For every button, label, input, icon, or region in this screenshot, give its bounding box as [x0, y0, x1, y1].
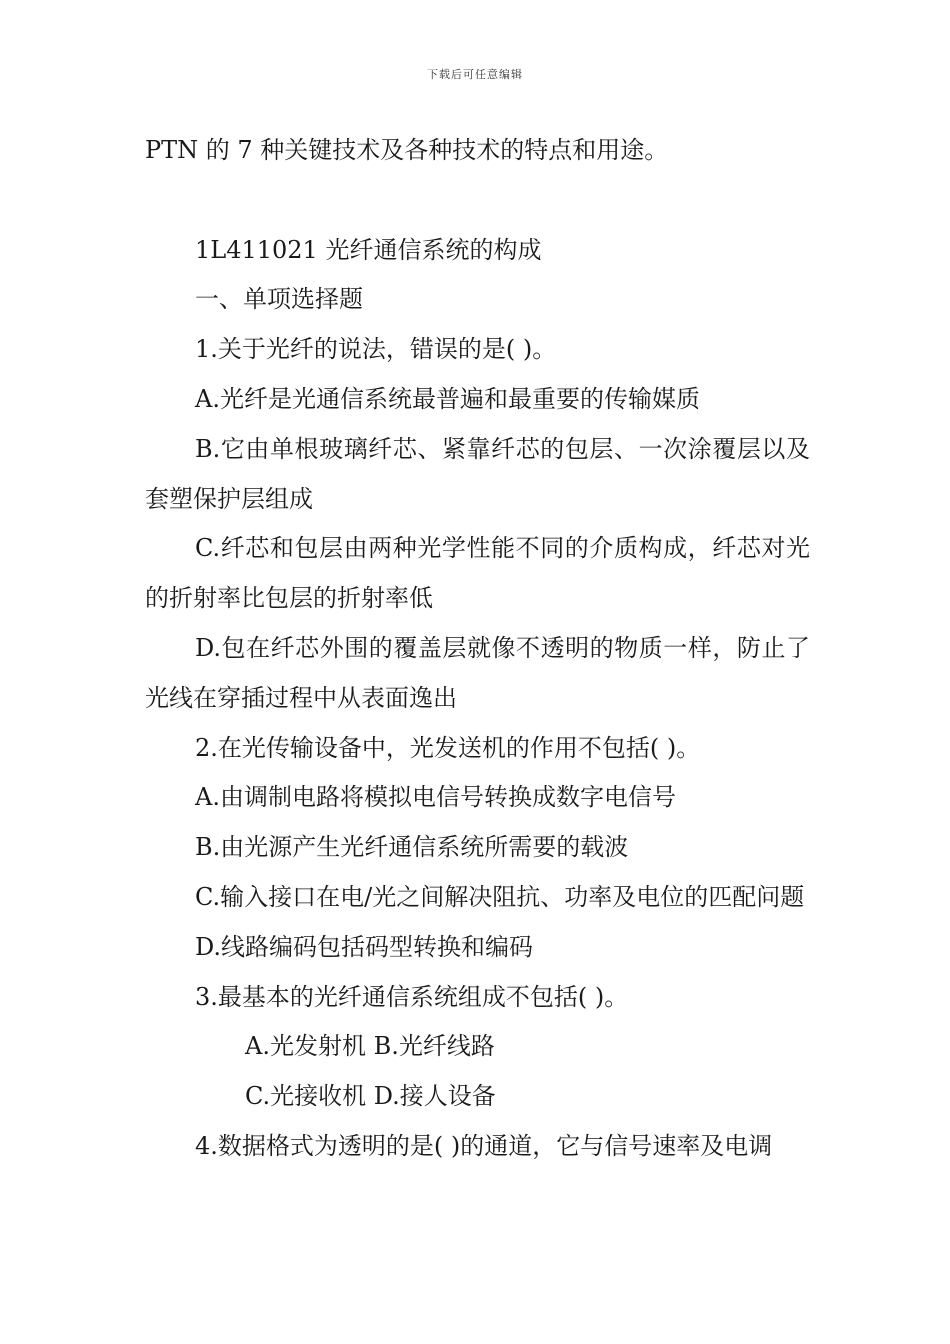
question-2-option-b: B.由光源产生光纤通信系统所需要的载波	[195, 833, 629, 862]
blank-line	[145, 176, 810, 226]
question-4-stem: 4.数据格式为透明的是( )的通道，它与信号速率及电调	[195, 1131, 773, 1160]
question-1-option-b: B.它由单根玻璃纤芯、紧靠纤芯的包层、一次涂覆层以及套塑保护层组成	[145, 434, 810, 513]
subsection-heading: 一、单项选择题	[195, 285, 363, 314]
question-2-option-a: A.由调制电路将模拟电信号转换成数字电信号	[195, 783, 676, 812]
section-heading: 1L411021 光纤通信系统的构成	[195, 235, 542, 264]
question-2-option-d: D.线路编码包括码型转换和编码	[195, 932, 534, 961]
question-1-option-a: A.光纤是光通信系统最普遍和最重要的传输媒质	[195, 384, 700, 413]
document-title: PTN 的 7 种关键技术及各种技术的特点和用途。	[145, 136, 669, 164]
document-body	[145, 126, 810, 1172]
question-3-stem: 3.最基本的光纤通信系统组成不包括( )。	[195, 982, 629, 1011]
question-2-option-c: C.输入接口在电/光之间解决阻抗、功率及电位的匹配问题	[195, 882, 805, 911]
question-1-option-c: C.纤芯和包层由两种光学性能不同的介质构成，纤芯对光的折射率比包层的折射率低	[145, 534, 810, 613]
question-2-stem: 2.在光传输设备中，光发送机的作用不包括( )。	[195, 733, 701, 762]
question-1-stem: 1.关于光纤的说法，错误的是( )。	[195, 335, 557, 364]
question-3-options-cd: C.光接收机 D.接人设备	[245, 1082, 496, 1111]
question-3-options-ab: A.光发射机 B.光纤线路	[245, 1032, 495, 1061]
question-1-option-d: D.包在纤芯外围的覆盖层就像不透明的物质一样，防止了光线在穿插过程中从表面逸出	[145, 633, 810, 712]
page-header-note: 下载后可任意编辑	[427, 68, 523, 81]
